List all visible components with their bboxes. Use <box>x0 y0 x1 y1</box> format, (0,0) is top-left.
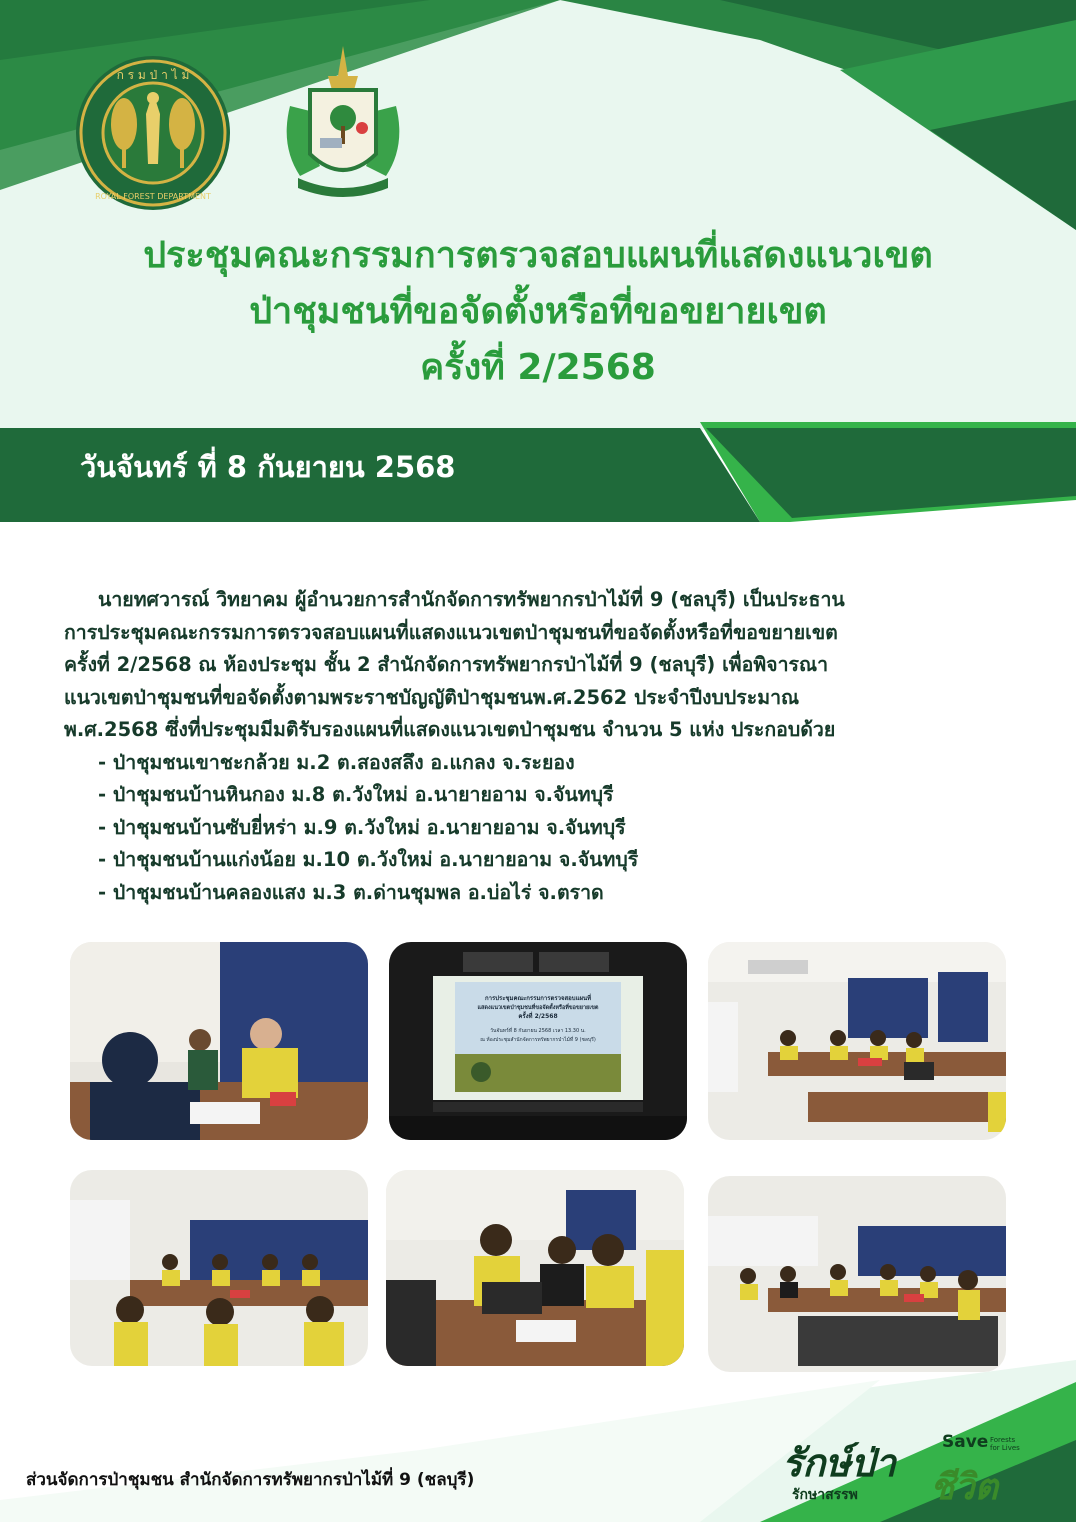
svg-text:ROYAL FOREST DEPARTMENT: ROYAL FOREST DEPARTMENT <box>95 192 211 201</box>
screen-slide-line-2: แสดงแนวเขตป่าชุมชนที่ขอจัดตั้งหรือที่ขอขยายเขต <box>477 1005 599 1011</box>
list-item: - ป่าชุมชนเขาชะกล้วย ม.2 ต.สองสลึง อ.แกลง จ.ระยอง <box>98 750 575 774</box>
meeting-photo-1 <box>70 942 368 1140</box>
meeting-photo-6 <box>708 1176 1006 1372</box>
meeting-date: วันจันทร์ ที่ 8 กันยายน 2568 <box>80 450 456 484</box>
svg-text:ก ร ม ป่ า ไ ม้: ก ร ม ป่ า ไ ม้ <box>116 68 190 82</box>
meeting-photo-5 <box>386 1170 684 1366</box>
save-forests-brand-logo <box>782 1432 1022 1512</box>
page-title <box>0 228 1076 396</box>
list-item: - ป่าชุมชนบ้านแก่งน้อย ม.10 ต.วังใหม่ อ.นายายอาม จ.จันทบุรี <box>98 848 639 871</box>
title-line-2: ป่าชุมชนที่ขอจัดตั้งหรือที่ขอขยายเขต <box>249 291 827 332</box>
meeting-photo-2-screen <box>389 942 687 1140</box>
brand-save-text: Save <box>942 1432 989 1452</box>
body-line: ครั้งที่ 2/2568 ณ ห้องประชุม ชั้น 2 สำนักจัดการทรัพยากรป่าไม้ที่ 9 (ชลบุรี) เพื่อพิจารณา <box>64 653 829 676</box>
list-item: - ป่าชุมชนบ้านคลองแสง ม.3 ต.ด่านชุมพล อ.บ่อไร่ จ.ตราด <box>98 880 604 904</box>
body-line: แนวเขตป่าชุมชนที่ขอจัดตั้งตามพระราชบัญญัติป่าชุมชนพ.ศ.2562 ประจำปีงบประมาณ <box>64 685 800 709</box>
screen-slide-line-4: วันจันทร์ที่ 8 กันยายน 2568 เวลา 13.30 น. <box>490 1028 586 1034</box>
royal-forest-department-seal <box>74 54 232 212</box>
brand-tagline: Forests for Lives <box>990 1436 1020 1452</box>
title-line-3: ครั้งที่ 2/2568 <box>420 347 656 388</box>
screen-slide-line-5: ณ ห้องประชุมสำนักจัดการทรัพยากรป่าไม้ที่ 9 (ชลบุรี) <box>480 1037 596 1043</box>
screen-slide-line-1: การประชุมคณะกรรมการตรวจสอบแผนที่ <box>484 995 592 1002</box>
brand-sub-text: รักษาสรรพ <box>792 1487 858 1503</box>
brand-main-text: รักษ์ป่า <box>782 1441 896 1485</box>
meeting-photo-4 <box>70 1170 368 1366</box>
body-line: พ.ศ.2568 ซึ่งที่ประชุมมีมติรับรองแผนที่แสดงแนวเขตป่าชุมชน จำนวน 5 แห่ง ประกอบด้วย <box>64 718 836 741</box>
title-line-1: ประชุมคณะกรรมการตรวจสอบแผนที่แสดงแนวเขต <box>143 235 933 276</box>
list-item: - ป่าชุมชนบ้านซับยี่หร่า ม.9 ต.วังใหม่ อ.นายายอาม จ.จันทบุรี <box>98 815 626 839</box>
body-paragraph <box>64 584 1024 909</box>
footer-organization: ส่วนจัดการป่าชุมชน สำนักจัดการทรัพยากรป่าไม้ที่ 9 (ชลบุรี) <box>26 1470 475 1490</box>
meeting-photo-3 <box>708 942 1006 1140</box>
screen-slide-line-3: ครั้งที่ 2/2568 <box>518 1013 558 1020</box>
chonburi-office-emblem <box>280 46 406 202</box>
brand-life-text: ชีวิต <box>930 1467 999 1508</box>
body-line: การประชุมคณะกรรมการตรวจสอบแผนที่แสดงแนวเขตป่าชุมชนที่ขอจัดตั้งหรือที่ขอขยายเขต <box>64 620 838 644</box>
list-item: - ป่าชุมชนบ้านหินกอง ม.8 ต.วังใหม่ อ.นายายอาม จ.จันทบุรี <box>98 783 614 806</box>
body-line: นายทศวารณ์ วิทยาคม ผู้อำนวยการสำนักจัดการทรัพยากรป่าไม้ที่ 9 (ชลบุรี) เป็นประธาน <box>98 588 845 611</box>
